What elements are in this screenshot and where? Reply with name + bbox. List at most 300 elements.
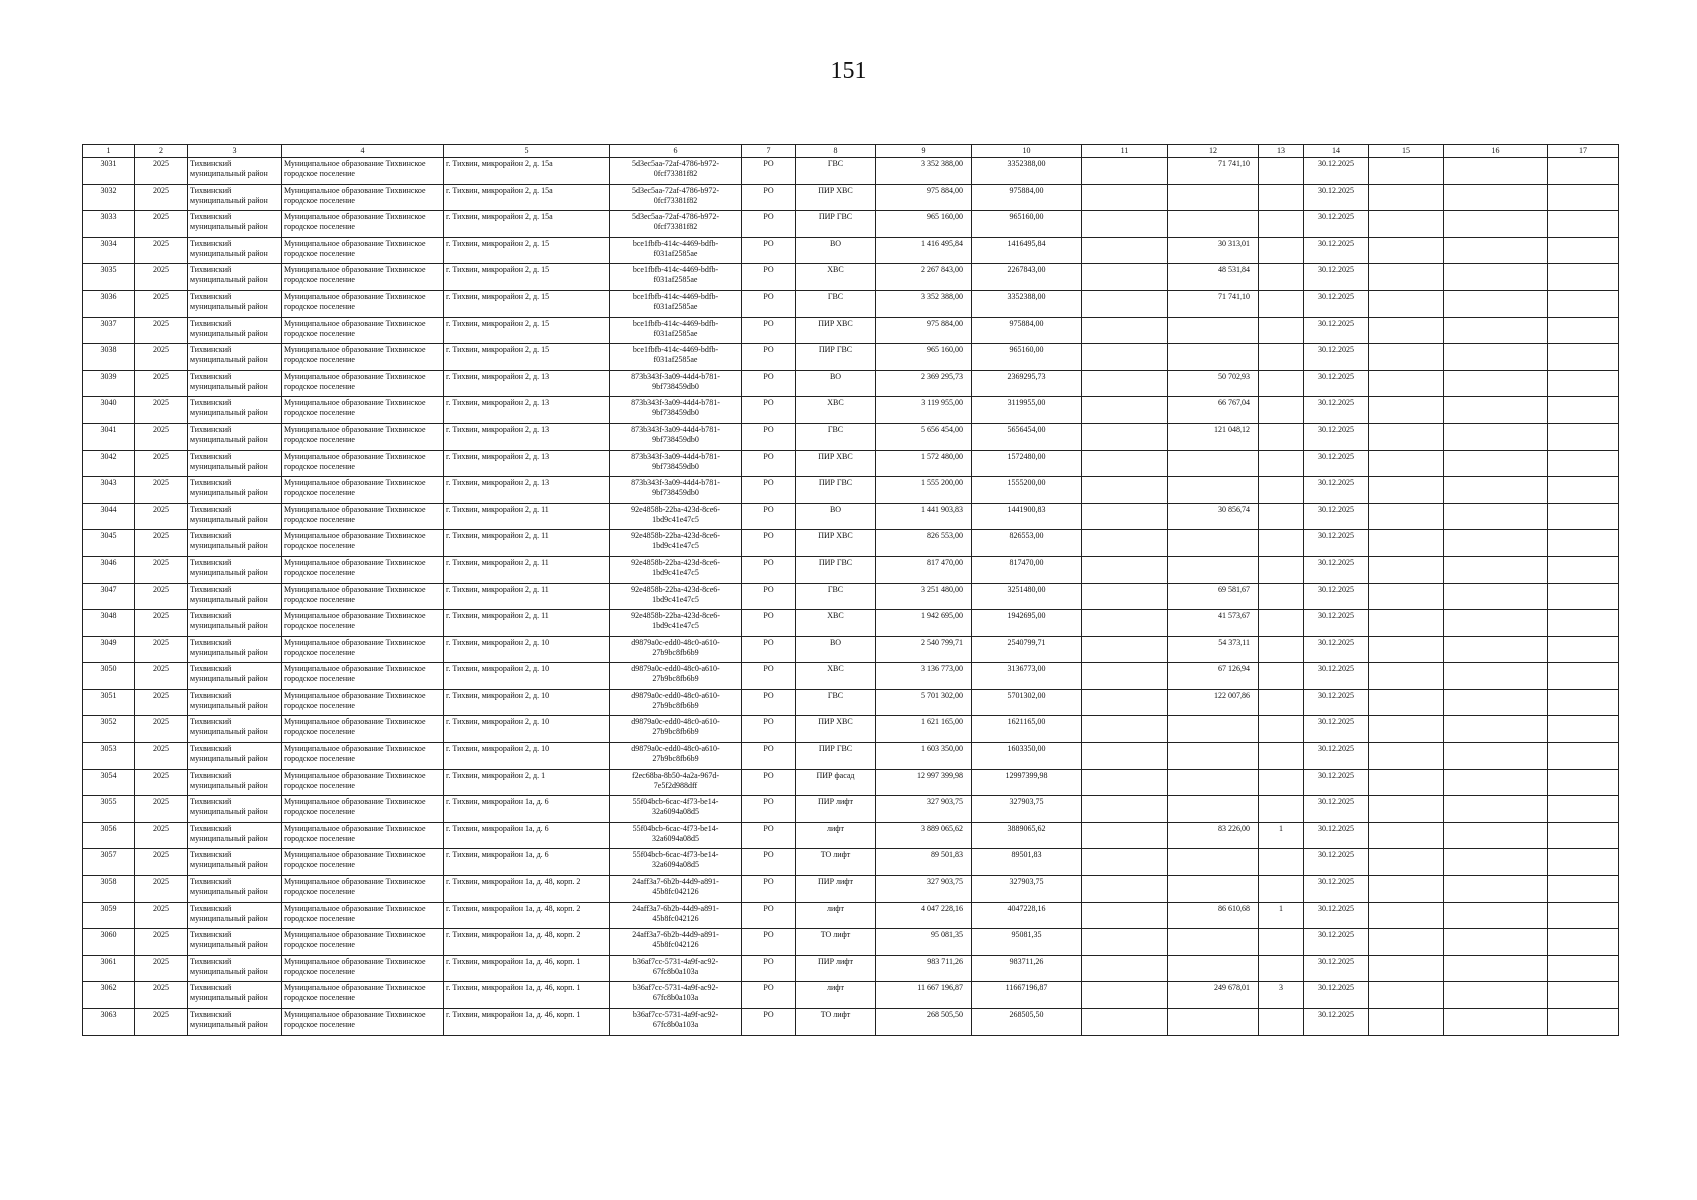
cell-cost-plain: 1555200,00: [972, 477, 1082, 504]
cell-house-id: d9879a0c-edd0-48c0-a610-27b9bc8fb6b9: [610, 743, 742, 770]
cell-date: 30.12.2025: [1304, 689, 1369, 716]
cell-district: Тихвинский муниципальный район: [188, 663, 282, 690]
cell-date: 30.12.2025: [1304, 211, 1369, 238]
cell-number: 3054: [83, 769, 135, 796]
cell-work-type: ГВС: [796, 689, 876, 716]
cell-col-15: [1369, 610, 1444, 637]
cell-number: 3063: [83, 1009, 135, 1036]
cell-address: г. Тихвин, микрорайон 2, д. 15: [444, 290, 610, 317]
cell-cost-plain: 11667196,87: [972, 982, 1082, 1009]
cell-col-13: [1259, 397, 1304, 424]
cell-house-id: d9879a0c-edd0-48c0-a610-27b9bc8fb6b9: [610, 716, 742, 743]
cell-col-11: [1082, 556, 1168, 583]
cell-ro: РО: [742, 317, 796, 344]
cell-address: г. Тихвин, микрорайон 2, д. 10: [444, 663, 610, 690]
cell-ro: РО: [742, 264, 796, 291]
cell-col-11: [1082, 822, 1168, 849]
cell-col-17: [1548, 663, 1619, 690]
cell-municipality: Муниципальное образование Тихвинское городское поселение: [282, 237, 444, 264]
cell-col-15: [1369, 636, 1444, 663]
cell-col-12: 41 573,67: [1168, 610, 1259, 637]
cell-col-16: [1444, 822, 1548, 849]
cell-municipality: Муниципальное образование Тихвинское городское поселение: [282, 769, 444, 796]
column-header: 17: [1548, 145, 1619, 158]
cell-number: 3034: [83, 237, 135, 264]
cell-col-12: 69 581,67: [1168, 583, 1259, 610]
cell-col-16: [1444, 583, 1548, 610]
cell-col-15: [1369, 1009, 1444, 1036]
cell-house-id: b36af7cc-5731-4a9f-ac92-67fc8b0a103a: [610, 982, 742, 1009]
cell-cost: 2 540 799,71: [876, 636, 972, 663]
cell-col-11: [1082, 743, 1168, 770]
cell-cost: 2 267 843,00: [876, 264, 972, 291]
cell-house-id: bce1fbfb-414c-4469-bdfb-f031af2585ae: [610, 264, 742, 291]
cell-work-type: ХВС: [796, 264, 876, 291]
cell-municipality: Муниципальное образование Тихвинское городское поселение: [282, 211, 444, 238]
cell-col-11: [1082, 237, 1168, 264]
cell-district: Тихвинский муниципальный район: [188, 689, 282, 716]
cell-year: 2025: [135, 237, 188, 264]
cell-ro: РО: [742, 344, 796, 371]
cell-district: Тихвинский муниципальный район: [188, 211, 282, 238]
cell-ro: РО: [742, 211, 796, 238]
cell-col-13: [1259, 849, 1304, 876]
cell-col-17: [1548, 610, 1619, 637]
cell-cost: 1 441 903,83: [876, 503, 972, 530]
cell-col-15: [1369, 450, 1444, 477]
cell-district: Тихвинский муниципальный район: [188, 264, 282, 291]
cell-house-id: bce1fbfb-414c-4469-bdfb-f031af2585ae: [610, 237, 742, 264]
cell-col-16: [1444, 237, 1548, 264]
cell-date: 30.12.2025: [1304, 556, 1369, 583]
cell-municipality: Муниципальное образование Тихвинское городское поселение: [282, 822, 444, 849]
table-row: [83, 370, 1619, 397]
table-row: [83, 397, 1619, 424]
cell-number: 3031: [83, 158, 135, 185]
column-header: 8: [796, 145, 876, 158]
cell-col-12: [1168, 955, 1259, 982]
cell-date: 30.12.2025: [1304, 849, 1369, 876]
cell-col-13: [1259, 503, 1304, 530]
cell-cost-plain: 1416495,84: [972, 237, 1082, 264]
cell-col-15: [1369, 663, 1444, 690]
cell-col-17: [1548, 211, 1619, 238]
cell-cost: 3 119 955,00: [876, 397, 972, 424]
cell-col-12: 66 767,04: [1168, 397, 1259, 424]
table-row: [83, 184, 1619, 211]
cell-number: 3038: [83, 344, 135, 371]
table-row: [83, 849, 1619, 876]
column-header: 11: [1082, 145, 1168, 158]
cell-cost: 2 369 295,73: [876, 370, 972, 397]
cell-col-17: [1548, 902, 1619, 929]
cell-col-17: [1548, 583, 1619, 610]
cell-col-11: [1082, 1009, 1168, 1036]
cell-house-id: 92e4858b-22ba-423d-8ce6-1bd9c41e47c5: [610, 556, 742, 583]
cell-work-type: ПИР ХВС: [796, 184, 876, 211]
cell-address: г. Тихвин, микрорайон 2, д. 10: [444, 716, 610, 743]
cell-col-17: [1548, 849, 1619, 876]
cell-number: 3046: [83, 556, 135, 583]
cell-work-type: ГВС: [796, 423, 876, 450]
cell-date: 30.12.2025: [1304, 716, 1369, 743]
cell-col-12: 50 702,93: [1168, 370, 1259, 397]
cell-district: Тихвинский муниципальный район: [188, 849, 282, 876]
cell-work-type: ТО лифт: [796, 1009, 876, 1036]
cell-number: 3043: [83, 477, 135, 504]
cell-date: 30.12.2025: [1304, 370, 1369, 397]
cell-col-16: [1444, 397, 1548, 424]
cell-year: 2025: [135, 689, 188, 716]
cell-ro: РО: [742, 503, 796, 530]
cell-work-type: ПИР ХВС: [796, 716, 876, 743]
cell-col-11: [1082, 503, 1168, 530]
cell-col-13: [1259, 955, 1304, 982]
cell-number: 3040: [83, 397, 135, 424]
cell-house-id: 24aff3a7-6b2b-44d9-a891-45b8fc042126: [610, 876, 742, 903]
cell-municipality: Муниципальное образование Тихвинское городское поселение: [282, 344, 444, 371]
cell-date: 30.12.2025: [1304, 663, 1369, 690]
table-row: [83, 610, 1619, 637]
cell-cost-plain: 95081,35: [972, 929, 1082, 956]
cell-municipality: Муниципальное образование Тихвинское городское поселение: [282, 955, 444, 982]
cell-col-15: [1369, 556, 1444, 583]
cell-col-11: [1082, 716, 1168, 743]
cell-date: 30.12.2025: [1304, 955, 1369, 982]
table-row: [83, 1009, 1619, 1036]
cell-address: г. Тихвин, микрорайон 2, д. 15: [444, 317, 610, 344]
cell-cost-plain: 2540799,71: [972, 636, 1082, 663]
cell-work-type: ПИР ГВС: [796, 556, 876, 583]
cell-number: 3039: [83, 370, 135, 397]
cell-col-12: [1168, 317, 1259, 344]
cell-col-15: [1369, 530, 1444, 557]
cell-house-id: 24aff3a7-6b2b-44d9-a891-45b8fc042126: [610, 902, 742, 929]
cell-date: 30.12.2025: [1304, 237, 1369, 264]
cell-municipality: Муниципальное образование Тихвинское городское поселение: [282, 636, 444, 663]
cell-ro: РО: [742, 477, 796, 504]
cell-cost-plain: 3251480,00: [972, 583, 1082, 610]
cell-col-17: [1548, 317, 1619, 344]
cell-col-13: [1259, 530, 1304, 557]
cell-col-15: [1369, 822, 1444, 849]
cell-district: Тихвинский муниципальный район: [188, 955, 282, 982]
cell-cost-plain: 5656454,00: [972, 423, 1082, 450]
cell-col-16: [1444, 955, 1548, 982]
cell-col-13: [1259, 689, 1304, 716]
cell-col-11: [1082, 264, 1168, 291]
cell-year: 2025: [135, 663, 188, 690]
table-row: [83, 556, 1619, 583]
cell-district: Тихвинский муниципальный район: [188, 982, 282, 1009]
cell-date: 30.12.2025: [1304, 636, 1369, 663]
cell-col-17: [1548, 556, 1619, 583]
cell-col-15: [1369, 184, 1444, 211]
cell-date: 30.12.2025: [1304, 796, 1369, 823]
cell-municipality: Муниципальное образование Тихвинское городское поселение: [282, 317, 444, 344]
cell-year: 2025: [135, 290, 188, 317]
cell-address: г. Тихвин, микрорайон 1а, д. 6: [444, 849, 610, 876]
cell-district: Тихвинский муниципальный район: [188, 530, 282, 557]
cell-date: 30.12.2025: [1304, 902, 1369, 929]
cell-municipality: Муниципальное образование Тихвинское городское поселение: [282, 423, 444, 450]
cell-col-11: [1082, 477, 1168, 504]
cell-cost-plain: 3119955,00: [972, 397, 1082, 424]
cell-cost-plain: 975884,00: [972, 184, 1082, 211]
table-row: [83, 344, 1619, 371]
cell-col-12: [1168, 556, 1259, 583]
cell-work-type: ТО лифт: [796, 849, 876, 876]
cell-house-id: 92e4858b-22ba-423d-8ce6-1bd9c41e47c5: [610, 583, 742, 610]
cell-date: 30.12.2025: [1304, 982, 1369, 1009]
cell-ro: РО: [742, 184, 796, 211]
cell-col-16: [1444, 796, 1548, 823]
cell-municipality: Муниципальное образование Тихвинское городское поселение: [282, 610, 444, 637]
cell-district: Тихвинский муниципальный район: [188, 184, 282, 211]
cell-house-id: bce1fbfb-414c-4469-bdfb-f031af2585ae: [610, 344, 742, 371]
table-row: [83, 477, 1619, 504]
column-header: 7: [742, 145, 796, 158]
column-header: 12: [1168, 145, 1259, 158]
cell-cost-plain: 975884,00: [972, 317, 1082, 344]
cell-ro: РО: [742, 610, 796, 637]
cell-work-type: лифт: [796, 822, 876, 849]
cell-col-15: [1369, 477, 1444, 504]
cell-col-12: 30 856,74: [1168, 503, 1259, 530]
cell-address: г. Тихвин, микрорайон 1а, д. 46, корп. 1: [444, 955, 610, 982]
cell-col-16: [1444, 556, 1548, 583]
cell-col-12: 122 007,86: [1168, 689, 1259, 716]
table-row: [83, 237, 1619, 264]
cell-address: г. Тихвин, микрорайон 2, д. 10: [444, 689, 610, 716]
cell-work-type: ВО: [796, 503, 876, 530]
cell-year: 2025: [135, 264, 188, 291]
cell-year: 2025: [135, 610, 188, 637]
cell-year: 2025: [135, 636, 188, 663]
cell-cost: 327 903,75: [876, 876, 972, 903]
cell-cost: 1 942 695,00: [876, 610, 972, 637]
cell-col-13: [1259, 636, 1304, 663]
cell-col-11: [1082, 317, 1168, 344]
cell-col-11: [1082, 796, 1168, 823]
cell-col-13: [1259, 583, 1304, 610]
cell-col-11: [1082, 158, 1168, 185]
cell-number: 3045: [83, 530, 135, 557]
cell-municipality: Муниципальное образование Тихвинское городское поселение: [282, 849, 444, 876]
cell-col-16: [1444, 477, 1548, 504]
cell-cost-plain: 3136773,00: [972, 663, 1082, 690]
cell-cost: 965 160,00: [876, 344, 972, 371]
cell-district: Тихвинский муниципальный район: [188, 317, 282, 344]
cell-address: г. Тихвин, микрорайон 2, д. 10: [444, 743, 610, 770]
cell-col-15: [1369, 211, 1444, 238]
cell-municipality: Муниципальное образование Тихвинское городское поселение: [282, 689, 444, 716]
cell-date: 30.12.2025: [1304, 822, 1369, 849]
cell-house-id: 873b343f-3a09-44d4-b781-9bf738459db0: [610, 370, 742, 397]
cell-col-15: [1369, 423, 1444, 450]
cell-year: 2025: [135, 423, 188, 450]
cell-address: г. Тихвин, микрорайон 1а, д. 46, корп. 1: [444, 982, 610, 1009]
cell-year: 2025: [135, 184, 188, 211]
cell-district: Тихвинский муниципальный район: [188, 450, 282, 477]
cell-cost: 89 501,83: [876, 849, 972, 876]
cell-col-17: [1548, 370, 1619, 397]
table-row: [83, 317, 1619, 344]
cell-col-11: [1082, 370, 1168, 397]
cell-district: Тихвинский муниципальный район: [188, 716, 282, 743]
cell-house-id: 5d3ec5aa-72af-4786-b972-0fcf73381f82: [610, 158, 742, 185]
cell-address: г. Тихвин, микрорайон 2, д. 13: [444, 423, 610, 450]
column-header: 2: [135, 145, 188, 158]
column-header: 3: [188, 145, 282, 158]
cell-district: Тихвинский муниципальный район: [188, 370, 282, 397]
cell-col-15: [1369, 849, 1444, 876]
cell-col-11: [1082, 689, 1168, 716]
cell-year: 2025: [135, 955, 188, 982]
cell-municipality: Муниципальное образование Тихвинское городское поселение: [282, 583, 444, 610]
cell-work-type: ХВС: [796, 610, 876, 637]
cell-cost-plain: 327903,75: [972, 796, 1082, 823]
cell-col-11: [1082, 583, 1168, 610]
cell-col-17: [1548, 477, 1619, 504]
cell-house-id: 873b343f-3a09-44d4-b781-9bf738459db0: [610, 450, 742, 477]
header-row: [83, 145, 1619, 158]
cell-col-12: 54 373,11: [1168, 636, 1259, 663]
table-body: [83, 158, 1619, 1036]
cell-col-12: [1168, 1009, 1259, 1036]
cell-work-type: ВО: [796, 237, 876, 264]
table-row: [83, 290, 1619, 317]
cell-cost: 11 667 196,87: [876, 982, 972, 1009]
cell-municipality: Муниципальное образование Тихвинское городское поселение: [282, 902, 444, 929]
cell-work-type: ХВС: [796, 397, 876, 424]
cell-district: Тихвинский муниципальный район: [188, 237, 282, 264]
cell-municipality: Муниципальное образование Тихвинское городское поселение: [282, 158, 444, 185]
cell-col-15: [1369, 158, 1444, 185]
cell-address: г. Тихвин, микрорайон 2, д. 11: [444, 503, 610, 530]
cell-ro: РО: [742, 929, 796, 956]
cell-district: Тихвинский муниципальный район: [188, 583, 282, 610]
cell-district: Тихвинский муниципальный район: [188, 610, 282, 637]
column-header: 5: [444, 145, 610, 158]
cell-col-17: [1548, 290, 1619, 317]
cell-cost: 5 701 302,00: [876, 689, 972, 716]
cell-work-type: ПИР фасад: [796, 769, 876, 796]
table-row: [83, 503, 1619, 530]
cell-cost: 826 553,00: [876, 530, 972, 557]
cell-col-15: [1369, 796, 1444, 823]
cell-district: Тихвинский муниципальный район: [188, 477, 282, 504]
cell-address: г. Тихвин, микрорайон 1а, д. 48, корп. 2: [444, 929, 610, 956]
cell-col-16: [1444, 158, 1548, 185]
cell-cost-plain: 12997399,98: [972, 769, 1082, 796]
cell-col-16: [1444, 982, 1548, 1009]
cell-col-13: [1259, 929, 1304, 956]
cell-number: 3052: [83, 716, 135, 743]
cell-col-15: [1369, 929, 1444, 956]
cell-col-17: [1548, 397, 1619, 424]
cell-house-id: 92e4858b-22ba-423d-8ce6-1bd9c41e47c5: [610, 610, 742, 637]
cell-house-id: 873b343f-3a09-44d4-b781-9bf738459db0: [610, 477, 742, 504]
table-row: [83, 716, 1619, 743]
cell-cost-plain: 1572480,00: [972, 450, 1082, 477]
cell-col-12: 30 313,01: [1168, 237, 1259, 264]
cell-municipality: Муниципальное образование Тихвинское городское поселение: [282, 264, 444, 291]
cell-col-17: [1548, 530, 1619, 557]
cell-municipality: Муниципальное образование Тихвинское городское поселение: [282, 1009, 444, 1036]
cell-col-13: [1259, 450, 1304, 477]
cell-col-12: [1168, 211, 1259, 238]
cell-cost: 3 251 480,00: [876, 583, 972, 610]
cell-work-type: ТО лифт: [796, 929, 876, 956]
table-row: [83, 689, 1619, 716]
cell-ro: РО: [742, 423, 796, 450]
table-row: [83, 743, 1619, 770]
cell-col-11: [1082, 902, 1168, 929]
cell-col-15: [1369, 955, 1444, 982]
cell-year: 2025: [135, 450, 188, 477]
cell-date: 30.12.2025: [1304, 423, 1369, 450]
cell-col-16: [1444, 317, 1548, 344]
cell-house-id: 92e4858b-22ba-423d-8ce6-1bd9c41e47c5: [610, 530, 742, 557]
cell-address: г. Тихвин, микрорайон 1а, д. 48, корп. 2: [444, 876, 610, 903]
cell-ro: РО: [742, 370, 796, 397]
cell-number: 3041: [83, 423, 135, 450]
cell-date: 30.12.2025: [1304, 530, 1369, 557]
table-row: [83, 769, 1619, 796]
cell-col-16: [1444, 876, 1548, 903]
cell-cost: 5 656 454,00: [876, 423, 972, 450]
cell-col-15: [1369, 317, 1444, 344]
cell-col-13: [1259, 769, 1304, 796]
cell-work-type: ГВС: [796, 583, 876, 610]
cell-ro: РО: [742, 530, 796, 557]
cell-col-13: [1259, 158, 1304, 185]
cell-col-13: [1259, 290, 1304, 317]
cell-col-11: [1082, 929, 1168, 956]
cell-address: г. Тихвин, микрорайон 2, д. 15а: [444, 158, 610, 185]
cell-col-16: [1444, 663, 1548, 690]
cell-year: 2025: [135, 1009, 188, 1036]
column-header: 15: [1369, 145, 1444, 158]
cell-address: г. Тихвин, микрорайон 2, д. 11: [444, 583, 610, 610]
cell-number: 3048: [83, 610, 135, 637]
cell-cost: 975 884,00: [876, 184, 972, 211]
cell-cost: 1 572 480,00: [876, 450, 972, 477]
column-header: 4: [282, 145, 444, 158]
cell-year: 2025: [135, 796, 188, 823]
cell-district: Тихвинский муниципальный район: [188, 158, 282, 185]
cell-municipality: Муниципальное образование Тихвинское городское поселение: [282, 370, 444, 397]
cell-year: 2025: [135, 503, 188, 530]
cell-ro: РО: [742, 158, 796, 185]
cell-cost: 1 603 350,00: [876, 743, 972, 770]
cell-work-type: ПИР ХВС: [796, 530, 876, 557]
cell-col-13: 3: [1259, 982, 1304, 1009]
cell-work-type: ГВС: [796, 158, 876, 185]
cell-col-16: [1444, 450, 1548, 477]
cell-ro: РО: [742, 849, 796, 876]
cell-district: Тихвинский муниципальный район: [188, 929, 282, 956]
cell-municipality: Муниципальное образование Тихвинское городское поселение: [282, 982, 444, 1009]
cell-house-id: 55f04bcb-6cac-4f73-be14-32a6094a08d5: [610, 796, 742, 823]
cell-district: Тихвинский муниципальный район: [188, 503, 282, 530]
cell-house-id: d9879a0c-edd0-48c0-a610-27b9bc8fb6b9: [610, 636, 742, 663]
cell-col-11: [1082, 982, 1168, 1009]
cell-work-type: ПИР лифт: [796, 796, 876, 823]
cell-ro: РО: [742, 955, 796, 982]
cell-house-id: d9879a0c-edd0-48c0-a610-27b9bc8fb6b9: [610, 663, 742, 690]
